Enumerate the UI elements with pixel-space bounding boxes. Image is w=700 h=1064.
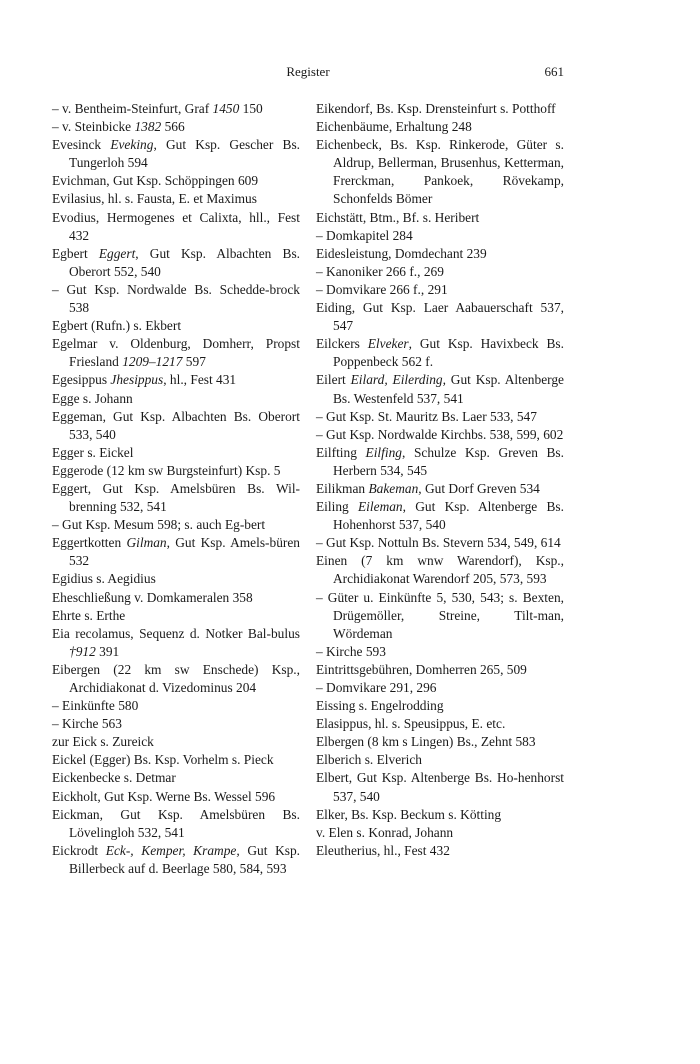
page-header — [52, 64, 564, 84]
index-entry: – Domvikare 291, 296 — [316, 680, 437, 695]
index-entry: – Gut Ksp. Nordwalde Bs. Schedde-brock 538 — [52, 281, 300, 316]
index-entry: Eickenbecke s. Detmar — [52, 770, 176, 786]
index-entry: Eintrittsgebühren, Domherren 265, 509 — [316, 661, 527, 677]
index-entry: – Kirche 593 — [316, 643, 386, 659]
index-entry: – Gut Ksp. Nordwalde Kirchbs. 538, 599, 602 — [316, 426, 564, 442]
index-entry: Egger s. Eickel — [52, 444, 134, 460]
index-entry: Eichenbäume, Erhaltung 248 — [316, 119, 472, 135]
index-entry: Evilasius, hl. s. Fausta, E. et Maximus — [52, 191, 257, 207]
index-entry: Evodius, Hermogenes et Calixta, hll., Fest 432 — [52, 209, 300, 243]
index-entry: Egidius s. Aegidius — [52, 571, 156, 587]
index-entry: Einen (7 km wnw Warendorf), Ksp., Archidiakonat Warendorf 205, 573, 593 — [316, 553, 564, 587]
index-entry: Eickholt, Gut Ksp. Werne Bs. Wessel 596 — [52, 788, 276, 804]
index-entry: v. Elen s. Konrad, Johann — [316, 824, 454, 840]
index-entry: Eichstätt, Btm., Bf. s. Heribert — [316, 209, 480, 225]
index-entry: – Einkünfte 580 — [52, 698, 139, 714]
index-entry: Egbert Eggert, Gut Ksp. Albachten Bs. Oberort 552, 540 — [52, 245, 300, 279]
index-entry: Eickel (Egger) Bs. Ksp. Vorhelm s. Pieck — [52, 752, 274, 768]
index-entry: Egesippus Jhesippus, hl., Fest 431 — [52, 372, 237, 388]
index-entry: Eia recolamus, Sequenz d. Notker Bal-bulus †912 391 — [52, 625, 300, 659]
index-entry: Egbert (Rufn.) s. Ekbert — [52, 318, 182, 334]
index-entry: Egelmar v. Oldenburg, Domherr, Propst Friesland 1209–1217 597 — [52, 336, 300, 370]
index-entry: Eikendorf, Bs. Ksp. Drensteinfurt s. Potthoff — [316, 101, 556, 116]
index-entry: – Kirche 563 — [52, 716, 122, 732]
index-entry: Egge s. Johann — [52, 390, 133, 406]
index-entry: – Domkapitel 284 — [316, 227, 413, 243]
index-entry: Eggert, Gut Ksp. Amelsbüren Bs. Wil-brenning 532, 541 — [52, 480, 300, 515]
index-entry: Eggerode (12 km sw Burgsteinfurt) Ksp. 5 — [52, 462, 281, 478]
index-column-right — [316, 100, 564, 860]
index-entry: Eichenbeck, Bs. Ksp. Rinkerode, Güter s. Aldrup, Bellerman, Brusenhus, Ketterman, Frerckman, Pankoek, Rövekamp, Schonfelds Bömer — [316, 137, 564, 207]
index-entry: Eiling Eileman, Gut Ksp. Altenberge Bs. Hohenhorst 537, 540 — [316, 499, 564, 533]
index-entry: – Güter u. Einkünfte 5, 530, 543; s. Bexten, Drügemöller, Streine, Tilt-man, Wördeman — [316, 589, 564, 641]
index-column-left — [52, 100, 300, 878]
index-entry: Eibergen (22 km sw Enschede) Ksp., Archidiakonat d. Vizedominus 204 — [52, 661, 300, 695]
index-entry: – Gut Ksp. St. Mauritz Bs. Laer 533, 547 — [316, 408, 537, 424]
index-entry: Eleutherius, hl., Fest 432 — [316, 842, 450, 858]
index-entry: Elbert, Gut Ksp. Altenberge Bs. Ho-henhorst 537, 540 — [316, 770, 564, 804]
page-number: 661 — [544, 64, 564, 79]
index-entry: Evichman, Gut Ksp. Schöppingen 609 — [52, 173, 259, 189]
index-entry: – v. Steinbicke 1382 566 — [52, 119, 185, 135]
index-entry: – Kanoniker 266 f., 269 — [316, 263, 444, 279]
index-entry: Eickman, Gut Ksp. Amelsbüren Bs. Lövelingloh 532, 541 — [52, 806, 300, 840]
index-entry: Elker, Bs. Ksp. Beckum s. Kötting — [316, 806, 502, 822]
index-entry: Ehrte s. Erthe — [52, 607, 126, 623]
index-entry: – Domvikare 266 f., 291 — [316, 281, 448, 297]
index-entry: Eilckers Elveker, Gut Ksp. Havixbeck Bs. Poppenbeck 562 f. — [316, 336, 564, 370]
index-entry: Elasippus, hl. s. Speusippus, E. etc. — [316, 716, 506, 732]
index-entry: Eissing s. Engelrodding — [316, 698, 444, 714]
index-entry: Evesinck Eveking, Gut Ksp. Gescher Bs. Tungerloh 594 — [52, 137, 301, 171]
index-entry: Eidesleistung, Domdechant 239 — [316, 245, 487, 261]
running-title: Register — [286, 64, 330, 79]
index-entry: Eickrodt Eck-, Kemper, Krampe, Gut Ksp. Billerbeck auf d. Beerlage 580, 584, 593 — [52, 842, 300, 876]
index-entry: – v. Bentheim-Steinfurt, Graf 1450 150 — [52, 101, 263, 116]
index-entry: Eggeman, Gut Ksp. Albachten Bs. Oberort 533, 540 — [52, 408, 300, 442]
index-entry: Eilikman Bakeman, Gut Dorf Greven 534 — [316, 480, 540, 496]
index-entry: Eilert Eilard, Eilerding, Gut Ksp. Altenberge Bs. Westenfeld 537, 541 — [316, 372, 565, 406]
index-entry: – Gut Ksp. Nottuln Bs. Stevern 534, 549, 614 — [316, 535, 561, 551]
index-entry: Elbergen (8 km s Lingen) Bs., Zehnt 583 — [316, 734, 536, 750]
index-entry: – Gut Ksp. Mesum 598; s. auch Eg-bert — [52, 517, 266, 533]
index-entry: Eiding, Gut Ksp. Laer Aabauerschaft 537, 547 — [316, 300, 564, 334]
index-entry: Eggertkotten Gilman, Gut Ksp. Amels-büren 532 — [52, 535, 300, 569]
index-entry: zur Eick s. Zureick — [52, 734, 154, 750]
index-entry: Elberich s. Elverich — [316, 752, 422, 768]
index-entry: Eilfting Eilfing, Schulze Ksp. Greven Bs. Herbern 534, 545 — [316, 444, 564, 478]
index-entry: Eheschließung v. Domkameralen 358 — [52, 589, 253, 605]
